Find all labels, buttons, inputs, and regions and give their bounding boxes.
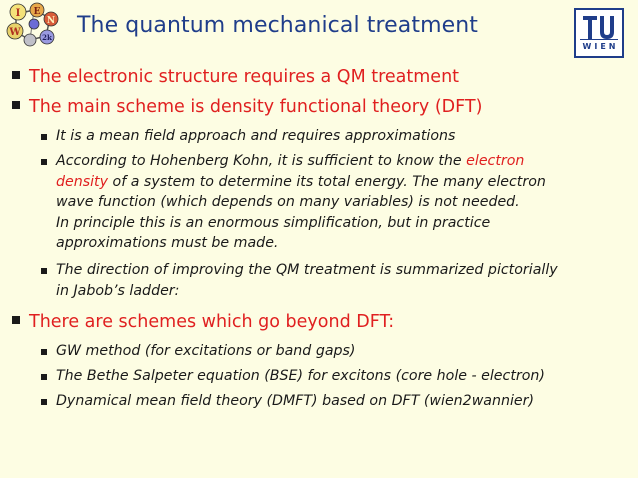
slide-title: The quantum mechanical treatment (77, 13, 479, 38)
logo-rule (580, 39, 618, 40)
sub-bullet-text: Dynamical mean field theory (DMFT) based on DFT (wien2wannier) (56, 393, 535, 409)
sub-bullet-square-icon (41, 159, 47, 165)
ladder-line1-text: The direction of improving the QM treatment is summarized pictorially (56, 262, 558, 278)
logo-letter-2k: 2k (42, 33, 52, 42)
hk-highlight-electron: electron (466, 153, 525, 169)
sub-bullet-square-icon (41, 399, 47, 405)
tu-mark-icon (582, 14, 616, 40)
sub-bullet-jacobs-ladder (41, 260, 558, 301)
logo-letter-w: W (9, 27, 21, 38)
sub-bullet-dmft (41, 391, 534, 412)
ladder-line2-text: in Jabob’s ladder: (56, 282, 180, 299)
sub-bullet-text (41, 260, 558, 301)
sub-bullet-text (41, 151, 546, 254)
sub-bullet-text: It is a mean field approach and requires approximations (56, 128, 456, 144)
hk-line1-text: According to Hohenberg Kohn, it is sufficient to know the (56, 153, 467, 169)
sub-bullet-square-icon (41, 268, 47, 274)
bullet-beyond-dft (12, 312, 394, 332)
wien2k-logo (6, 2, 62, 48)
sub-bullet-square-icon (41, 349, 47, 355)
hk-line2-text: of a system to determine its total energy. The many electron (108, 173, 546, 190)
bullet-text: There are schemes which go beyond DFT: (29, 312, 395, 332)
hk-highlight-density: density (56, 173, 109, 190)
bullet-qm-treatment (12, 67, 459, 87)
sub-bullet-square-icon (41, 134, 47, 140)
sub-bullet-gw (41, 341, 355, 362)
sub-bullet-hohenberg-kohn (41, 151, 546, 254)
sub-bullet-mean-field (41, 126, 455, 147)
sub-bullet-text: GW method (for excitations or band gaps) (56, 343, 356, 359)
bullet-text: The electronic structure requires a QM treatment (29, 67, 460, 87)
logo-letter-i: I (15, 8, 21, 19)
tu-wien-logo (574, 8, 624, 58)
hk-line5-text: approximations must be made. (56, 235, 279, 252)
logo-letter-n: N (46, 16, 56, 26)
bullet-square-icon (12, 71, 20, 79)
logo-letter-e: E (33, 7, 41, 17)
bullet-square-icon (12, 316, 20, 324)
hk-line3-text: wave function (which depends on many variables) is not needed. (56, 194, 520, 211)
bullet-text: The main scheme is density functional theory (DFT) (29, 97, 483, 117)
logo-wien-text: WIEN (582, 42, 619, 51)
sub-bullet-bse (41, 366, 545, 387)
sub-bullet-square-icon (41, 374, 47, 380)
bullet-dft (12, 97, 482, 117)
bullet-square-icon (12, 101, 20, 109)
hk-line4-text: In principle this is an enormous simplification, but in practice (56, 214, 491, 231)
sub-bullet-text: The Bethe Salpeter equation (BSE) for excitons (core hole - electron) (56, 368, 545, 384)
